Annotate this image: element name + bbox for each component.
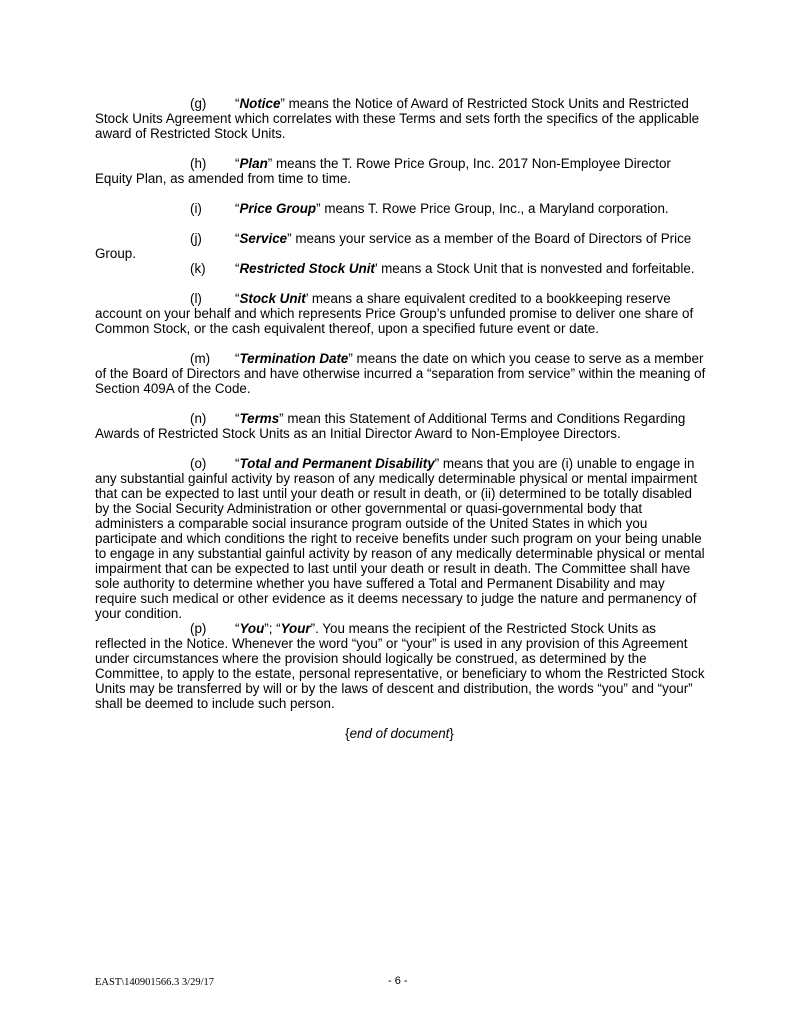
quote: ”	[279, 411, 284, 426]
def-text: means the T. Rowe Price Group, Inc. 2017 Non-Employee Director Equity Plan, as amended from time to time.	[95, 156, 671, 186]
end-note: end of document	[349, 726, 450, 741]
quote: ”; “	[264, 621, 281, 636]
def-label: (o)	[190, 456, 207, 471]
def-term-2: Your	[280, 621, 311, 636]
quote: ’	[305, 291, 309, 306]
def-term: Terms	[239, 411, 280, 426]
def-term: Service	[239, 231, 288, 246]
def-label: (g)	[190, 96, 207, 111]
definition-termination-date: (m) “Termination Date” means the date on which you cease to serve as a member of the Board of Directors and have otherwise incurred a “separation from service” within the meaning of Section 409A of the Code.	[95, 351, 706, 396]
def-label: (n)	[190, 411, 207, 426]
quote: ”	[434, 456, 440, 471]
definition-you: (p) “You”; “Your”. You means the recipient of the Restricted Stock Units as reflected in the Notice. Whenever the word “you” or “your” is used in any provision of this Agreement under circumstances where the provision should logically be construed, as determined by the Committee, to apply to the estate, personal representative, or beneficiary to whom the Restricted Stock Units may be transferred by will or by the laws of descent and distribution, the words “you” and “your” shall be deemed to include such person.	[95, 621, 705, 711]
def-text: means a Stock Unit that is nonvested and forfeitable.	[377, 261, 695, 276]
quote: ”	[280, 96, 285, 111]
def-text: means your service as a member of the Board of Directors of Price Group.	[95, 231, 692, 261]
def-term: Restricted Stock Unit	[239, 261, 375, 276]
definition-disability: (o) “Total and Permanent Disability” means that you are (i) unable to engage in any substantial gainful activity by reason of any medically determinable physical or mental impairment that can be expected to last until your death or result in death, or (ii) determined to be totally disabled by the Social Security Administration or other governmental or quasi-governmental body that administers a comparable social insurance program outside of the United States in which you participate and which conditions the right to receive benefits under such program on your being unable to engage in any substantial gainful activity by reason of any medically determinable physical or mental impairment that can be expected to last until your death or result in death. The Committee shall have sole authority to determine whether you have suffered a Total and Permanent Disability and may require such medical or other evidence as it deems necessary to judge the nature and permanency of your condition.	[95, 456, 705, 621]
quote: ”	[287, 231, 292, 246]
footer-doc-id: EAST\140901566.3 3/29/17	[95, 977, 215, 988]
definition-plan: (h) “Plan” means the T. Rowe Price Group, Inc. 2017 Non-Employee Director Equity Plan, as amended from time to time.	[95, 156, 671, 186]
def-text: means the Notice of Award of Restricted Stock Units and Restricted Stock Units Agreement which correlates with these Terms and sets forth the specifics of the applicable award of Restricted Stock Units.	[95, 96, 700, 141]
definition-service: (j) “Service” means your service as a member of the Board of Directors of Price Group.	[95, 231, 692, 261]
def-label: (k)	[190, 261, 206, 276]
def-term: Plan	[239, 156, 268, 171]
page-number: - 6 -	[388, 975, 408, 987]
def-label: (h)	[190, 156, 207, 171]
def-text: means T. Rowe Price Group, Inc., a Maryland corporation.	[320, 201, 669, 216]
definition-restricted-stock-unit: (k) “Restricted Stock Unit’ means a Stock Unit that is nonvested and forfeitable.	[190, 261, 695, 276]
definition-price-group: (i) “Price Group” means T. Rowe Price Group, Inc., a Maryland corporation.	[190, 201, 669, 216]
quote: ”	[267, 156, 273, 171]
def-label: (p)	[190, 621, 207, 636]
def-term: Notice	[239, 96, 281, 111]
def-term: Price Group	[239, 201, 317, 216]
definition-terms: (n) “Terms” mean this Statement of Additional Terms and Conditions Regarding Awards of Restricted Stock Units as an Initial Director Award to Non-Employee Directors.	[95, 411, 686, 441]
def-term: Stock Unit	[239, 291, 306, 306]
def-term: You	[239, 621, 265, 636]
def-text: mean this Statement of Additional Terms and Conditions Regarding Awards of Restricted Stock Units as an Initial Director Award to Non-Employee Directors.	[95, 411, 686, 441]
definition-notice: (g) “Notice” means the Notice of Award of Restricted Stock Units and Restricted Stock Units Agreement which correlates with these Terms and sets forth the specifics of the applicable award of Restricted Stock Units.	[95, 96, 700, 141]
def-text: ”. You means the recipient of the Restricted Stock Units as reflected in the Notice. Whenever the word “you” or “your” is used in any provision of this Agreement under circumstances where the provision should logically be construed, as determined by the Committee, to apply to the estate, personal representative, or beneficiary to whom the Restricted Stock Units may be transferred by will or by the laws of descent and distribution, the words “you” and “your” shall be deemed to include such person.	[95, 621, 705, 711]
def-text: means the date on which you cease to serve as a member of the Board of Directors and have otherwise incurred a “separation from service” within the meaning of Section 409A of the Code.	[95, 351, 706, 396]
quote: ”	[348, 351, 353, 366]
def-label: (j)	[190, 231, 202, 246]
def-text: means that you are (i) unable to engage in any substantial gainful activity by reason of any medically determinable physical or mental impairment that can be expected to last until your death or result in death, or (ii) determined to be totally disabled by the Social Security Administration or other governmental or quasi-governmental body that administers a comparable social insurance program outside of the United States in which you participate and which conditions the right to receive benefits under such program on your being unable to engage in any substantial gainful activity by reason of any medically determinable physical or mental impairment that can be expected to last until your death or result in death. The Committee shall have sole authority to determine whether you have suffered a Total and Permanent Disability and may require such medical or other evidence as it deems necessary to judge the nature and permanency of your condition.	[95, 456, 705, 621]
def-text: means a share equivalent credited to a bookkeeping reserve account on your behalf and which represents Price Group’s unfunded promise to deliver one share of Common Stock, or the cash equivalent thereof, upon a specified future event or date.	[95, 291, 694, 336]
def-term: Total and Permanent Disability	[239, 456, 435, 471]
quote: ’	[374, 261, 378, 276]
quote: ”	[316, 201, 321, 216]
def-term: Termination Date	[239, 351, 349, 366]
def-label: (l)	[190, 291, 202, 306]
end-of-document: {end of document}	[345, 726, 454, 741]
def-label: (m)	[190, 351, 211, 366]
def-label: (i)	[190, 201, 202, 216]
definition-stock-unit: (l) “Stock Unit’ means a share equivalent credited to a bookkeeping reserve account on your behalf and which represents Price Group’s unfunded promise to deliver one share of Common Stock, or the cash equivalent thereof, upon a specified future event or date.	[95, 291, 694, 336]
